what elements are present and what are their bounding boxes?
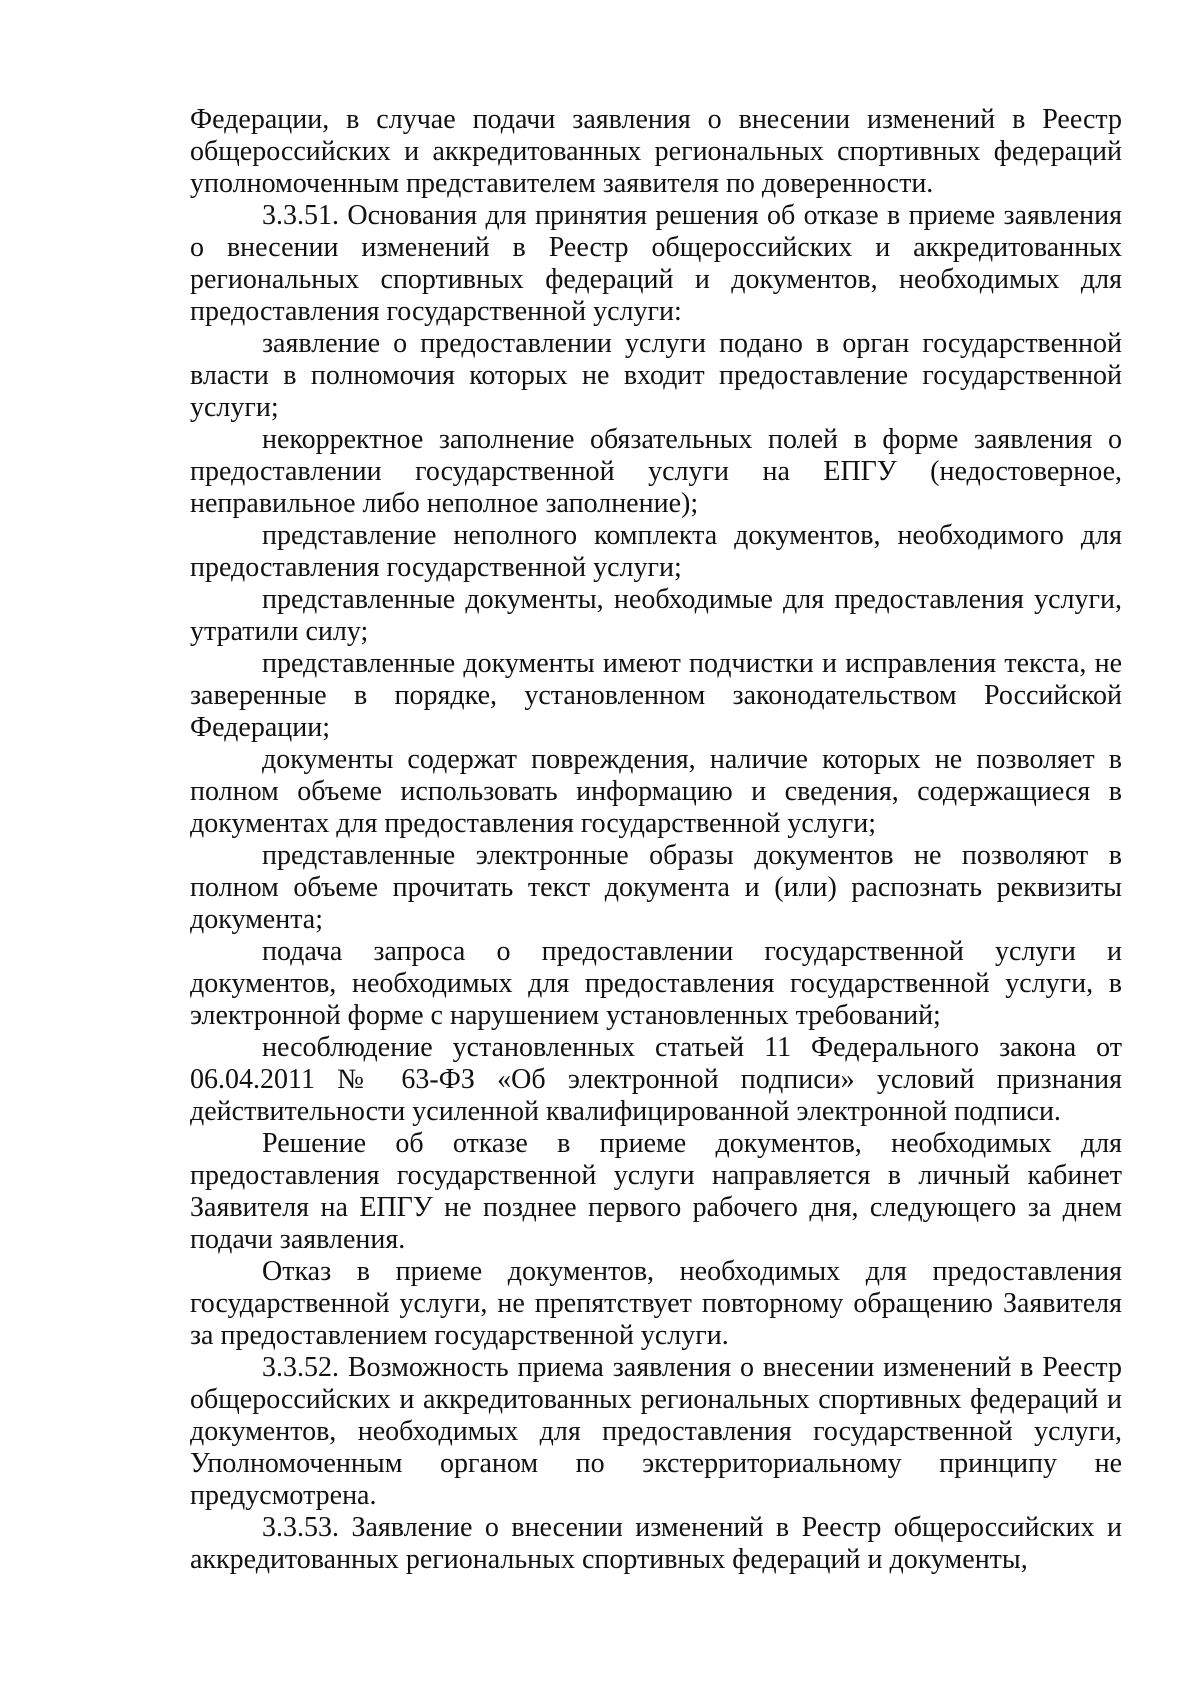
document-body <box>190 104 1122 1576</box>
list-item-signature-noncompliance: несоблюдение установленных статьей 11 Федерального закона от 06.04.2011 № 63-ФЗ «Об электронной подписи» условий признания действительности усиленной квалифицированной электронной подписи. <box>190 1032 1122 1127</box>
list-item-unreadable-images: представленные электронные образы документов не позволяют в полном объеме прочитать текст документа и (или) распознать реквизиты документа; <box>190 840 1122 935</box>
paragraph-3-3-51: 3.3.51. Основания для принятия решения об отказе в приеме заявления о внесении изменений в Реестр общероссийских и аккредитованных региональных спортивных федераций и документов, необходимых для предоставления государственной услуги: <box>190 200 1122 327</box>
list-item-electronic-violation: подача запроса о предоставлении государственной услуги и документов, необходимых для предоставления государственной услуги, в электронной форме с нарушением установленных требований; <box>190 936 1122 1031</box>
list-item-damaged-documents: документы содержат повреждения, наличие которых не позволяет в полном объеме использовать информацию и сведения, содержащиеся в документах для предоставления государственной услуги; <box>190 744 1122 839</box>
list-item-incorrect-fields: некорректное заполнение обязательных полей в форме заявления о предоставлении государственной услуги на ЕПГУ (недостоверное, неправильное либо неполное заполнение); <box>190 424 1122 519</box>
paragraph-3-3-52: 3.3.52. Возможность приема заявления о внесении изменений в Реестр общероссийских и аккредитованных региональных спортивных федераций и документов, необходимых для предоставления государственной услуги, Уполномоченным органом по экстерриториальному принципу не предусмотрена. <box>190 1352 1122 1511</box>
list-item-incomplete-set: представление неполного комплекта документов, необходимого для предоставления государственной услуги; <box>190 520 1122 583</box>
list-item-wrong-authority: заявление о предоставлении услуги подано в орган государственной власти в полномочия которых не входит предоставление государственной услуги; <box>190 328 1122 423</box>
list-item-corrections: представленные документы имеют подчистки и исправления текста, не заверенные в порядке, установленном законодательством Российской Федерации; <box>190 648 1122 743</box>
paragraph-refusal-no-obstacle: Отказ в приеме документов, необходимых для предоставления государственной услуги, не препятствует повторному обращению Заявителя за предоставлением государственной услуги. <box>190 1256 1122 1351</box>
list-item-expired-documents: представленные документы, необходимые для предоставления услуги, утратили силу; <box>190 584 1122 647</box>
paragraph-3-3-53: 3.3.53. Заявление о внесении изменений в Реестр общероссийских и аккредитованных региональных спортивных федераций и документы, <box>190 1512 1122 1575</box>
paragraph-federation-continuation: Федерации, в случае подачи заявления о внесении изменений в Реестр общероссийских и аккредитованных региональных спортивных федераций уполномоченным представителем заявителя по доверенности. <box>190 104 1122 199</box>
paragraph-refusal-decision: Решение об отказе в приеме документов, необходимых для предоставления государственной услуги направляется в личный кабинет Заявителя на ЕПГУ не позднее первого рабочего дня, следующего за днем подачи заявления. <box>190 1128 1122 1255</box>
